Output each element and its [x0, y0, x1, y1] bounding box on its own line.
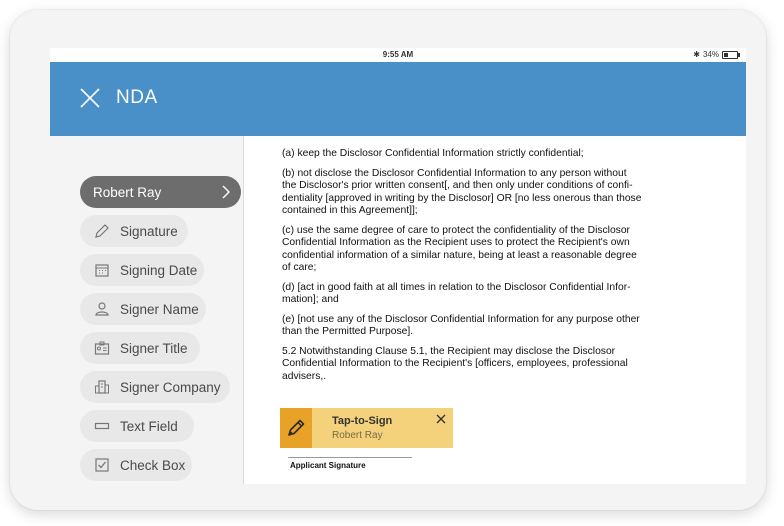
document-paragraph: 5.2 Notwithstanding Clause 5.1, the Recipient may disclose the Disclosor Confidential Information to the Recipient's [officers, employees, professional advisers,. — [282, 345, 628, 382]
checkbox-icon — [94, 457, 110, 473]
pen-icon — [280, 408, 312, 448]
field-label: Signing Date — [120, 262, 198, 278]
sign-signer: Robert Ray — [332, 430, 383, 441]
signature-label: Applicant Signature — [290, 461, 366, 470]
field-label: Check Box — [120, 457, 186, 473]
document-paragraph: (e) [not use any of the Disclosor Confidential Information for any purpose other than the Permitted Purpose]. — [282, 313, 640, 337]
close-icon[interactable] — [435, 413, 447, 425]
signer-selector[interactable] — [80, 176, 241, 208]
field-label: Signature — [120, 223, 178, 239]
status-bar — [50, 48, 746, 62]
field-label: Signer Name — [120, 301, 199, 317]
tap-to-sign-field[interactable] — [280, 408, 453, 448]
document-title: NDA — [116, 87, 158, 108]
signature-line — [288, 457, 412, 458]
field-signature[interactable] — [80, 215, 188, 247]
signer-name: Robert Ray — [93, 184, 162, 200]
sign-text — [332, 415, 392, 448]
app-header — [50, 62, 746, 136]
field-text-field[interactable] — [80, 410, 194, 442]
building-icon — [94, 379, 110, 395]
field-label: Text Field — [120, 418, 178, 434]
screen — [50, 48, 746, 484]
document-body — [282, 148, 642, 390]
battery-percent: 34% — [702, 50, 719, 59]
tablet-frame — [10, 10, 766, 510]
status-time: 9:55 AM — [382, 50, 414, 59]
close-icon[interactable] — [78, 86, 102, 110]
field-label: Signer Company — [120, 379, 221, 395]
document-paragraph: (d) [act in good faith at all times in relation to the Disclosor Confidential Infor-mation]; and — [282, 281, 631, 305]
battery-fill — [724, 53, 728, 57]
document-paragraph: (c) use the same degree of care to protect the confidentiality of the Disclosor Confidential Information as the Recipient uses to protect the Recipient's own confidential information of a similar nature, being at least a reasonable degree of care; — [282, 224, 637, 273]
bluetooth-icon: ✱ — [693, 50, 700, 59]
status-right — [693, 50, 738, 59]
chevron-right-icon — [221, 184, 231, 200]
text-field-icon — [94, 418, 110, 434]
field-signing-date[interactable] — [80, 254, 204, 286]
person-icon — [94, 301, 110, 317]
sign-title: Tap-to-Sign — [332, 415, 393, 427]
calendar-icon — [94, 262, 110, 278]
battery-icon — [722, 51, 738, 59]
field-signer-company[interactable] — [80, 371, 230, 403]
document-paragraph: (a) keep the Disclosor Confidential Information strictly confidential; — [282, 148, 584, 159]
pencil-icon — [94, 223, 110, 239]
field-check-box[interactable] — [80, 449, 192, 481]
field-sidebar — [50, 136, 244, 484]
id-badge-icon — [94, 340, 110, 356]
field-signer-title[interactable] — [80, 332, 200, 364]
field-signer-name[interactable] — [80, 293, 206, 325]
document-paragraph: (b) not disclose the Disclosor Confidential Information to any person without the Disclosor's prior written consent[, and then only under conditions of confi-dentiality [approved in writing by the Disclosor] OR [no less onerous than those contained in this Agreement]]; — [282, 167, 642, 216]
field-label: Signer Title — [120, 340, 188, 356]
